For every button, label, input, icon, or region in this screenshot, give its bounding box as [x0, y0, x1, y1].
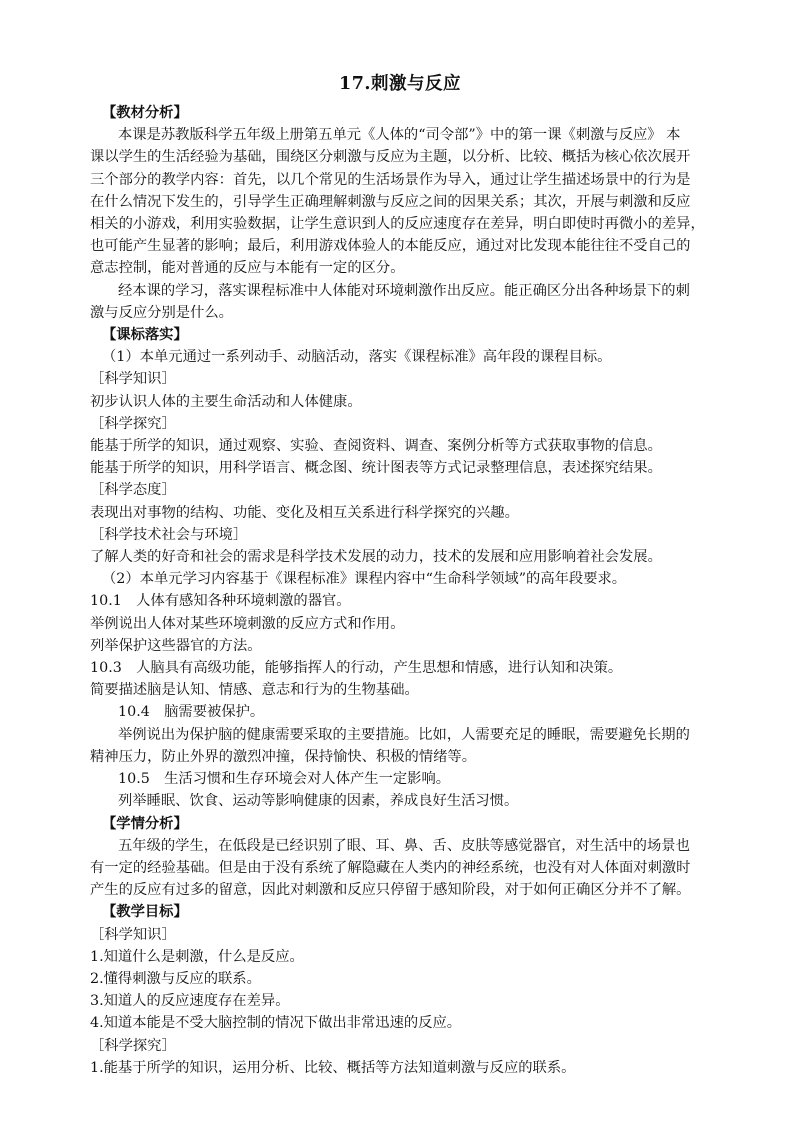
- text-line: ［科学探究］: [90, 1037, 176, 1054]
- text-line: 课以学生的生活经验为基础，围绕区分刺激与反应为主题，以分析、比较、概括为核心依次展开: [90, 149, 691, 166]
- text-line: ［科学技术社会与环境］: [90, 526, 248, 543]
- text-line: 简要描述脑是认知、情感、意志和行为的生物基础。: [90, 682, 419, 699]
- text-line: 能基于所学的知识，用科学语言、概念图、统计图表等方式记录整理信息，表述探究结果。: [90, 460, 662, 477]
- text-line: 激与反应分别是什么。: [90, 304, 233, 321]
- text-line: 列举保护这些器官的方法。: [90, 637, 262, 654]
- text-line: 本课是苏教版科学五年级上册第五单元《人体的“司令部”》中的第一课《刺激与反应》 本: [118, 127, 681, 144]
- text-line: 10.4 脑需要被保护。: [118, 704, 265, 721]
- text-line: 表现出对事物的结构、功能、变化及相互关系进行科学探究的兴趣。: [90, 504, 519, 521]
- text-line: （2）本单元学习内容基于《课程标准》课程内容中“生命科学领域”的高年段要求。: [102, 571, 627, 588]
- document-title: 17.刺激与反应: [339, 74, 461, 94]
- text-line: ［科学态度］: [90, 482, 176, 499]
- text-line: 意志控制，能对普通的反应与本能有一定的区分。: [90, 260, 405, 277]
- text-line: （1）本单元通过一系列动手、动脑活动，落实《课程标准》高年段的课程目标。: [102, 349, 612, 366]
- text-line: 1.能基于所学的知识，运用分析、比较、概括等方法知道刺激与反应的联系。: [90, 1059, 576, 1076]
- text-line: 也可能产生显著的影响；最后，利用游戏体验人的本能反应，通过对比发现本能往往不受自己的: [90, 238, 691, 255]
- text-line: ［科学知识］: [90, 926, 176, 943]
- text-line: 五年级的学生，在低段是已经识别了眼、耳、鼻、舌、皮肤等感觉器官，对生活中的场景也: [118, 837, 690, 854]
- section-heading: 【课标落实】: [102, 327, 188, 344]
- section-heading: 【学情分析】: [102, 815, 188, 832]
- text-line: ［科学探究］: [90, 415, 176, 432]
- document-body: [90, 102, 710, 1079]
- text-line: 相关的小游戏，利用实验数据，让学生意识到人的反应速度存在差异，明白即使时再微小的差异，: [90, 216, 705, 233]
- text-line: 在什么情况下发生的，引导学生正确理解刺激与反应之间的因果关系；其次，开展与刺激和反应: [90, 193, 691, 210]
- text-line: 产生的反应有过多的留意，因此对刺激和反应只停留于感知阶段，对于如何正确区分并不了解。: [90, 882, 691, 899]
- section-heading: 【教材分析】: [102, 105, 188, 121]
- text-line: 列举睡眠、饮食、运动等影响健康的因素，养成良好生活习惯。: [118, 793, 519, 810]
- text-line: 初步认识人体的主要生命活动和人体健康。: [90, 393, 362, 410]
- text-line: 举例说出人体对某些环境刺激的反应方式和作用。: [90, 615, 405, 632]
- text-line: 10.5 生活习惯和生存环境会对人体产生一定影响。: [118, 771, 451, 788]
- text-line: 了解人类的好奇和社会的需求是科学技术发展的动力，技术的发展和应用影响着社会发展。: [90, 549, 662, 566]
- text-line: 1.知道什么是刺激，什么是反应。: [90, 948, 304, 965]
- text-line: 三个部分的教学内容：首先，以几个常见的生活场景作为导入，通过让学生描述场景中的行为是: [90, 171, 691, 188]
- text-line: 10.3 人脑具有高级功能，能够指挥人的行动，产生思想和情感，进行认知和决策。: [90, 660, 623, 677]
- text-line: 4.知道本能是不受大脑控制的情况下做出非常迅速的反应。: [90, 1015, 462, 1032]
- document-page: [90, 72, 710, 1079]
- text-line: 10.1 人体有感知各种环境刺激的器官。: [90, 593, 351, 610]
- text-line: ［科学知识］: [90, 371, 176, 388]
- text-line: 有一定的经验基础。但是由于没有系统了解隐藏在人类内的神经系统，也没有对人体面对刺激时: [90, 859, 691, 876]
- text-line: 2.懂得刺激与反应的联系。: [90, 970, 261, 987]
- text-line: 能基于所学的知识，通过观察、实验、查阅资料、调查、案例分析等方式获取事物的信息。: [90, 438, 662, 455]
- text-line: 3.知道人的反应速度存在差异。: [90, 993, 290, 1010]
- text-line: 精神压力，防止外界的激烈冲撞，保持愉快、积极的情绪等。: [90, 748, 477, 765]
- text-line: 举例说出为保护脑的健康需要采取的主要措施。比如，人需要充足的睡眠，需要避免长期的: [118, 726, 690, 743]
- section-heading: 【教学目标】: [102, 904, 188, 921]
- text-line: 经本课的学习，落实课程标准中人体能对环境刺激作出反应。能正确区分出各种场景下的刺: [118, 282, 690, 299]
